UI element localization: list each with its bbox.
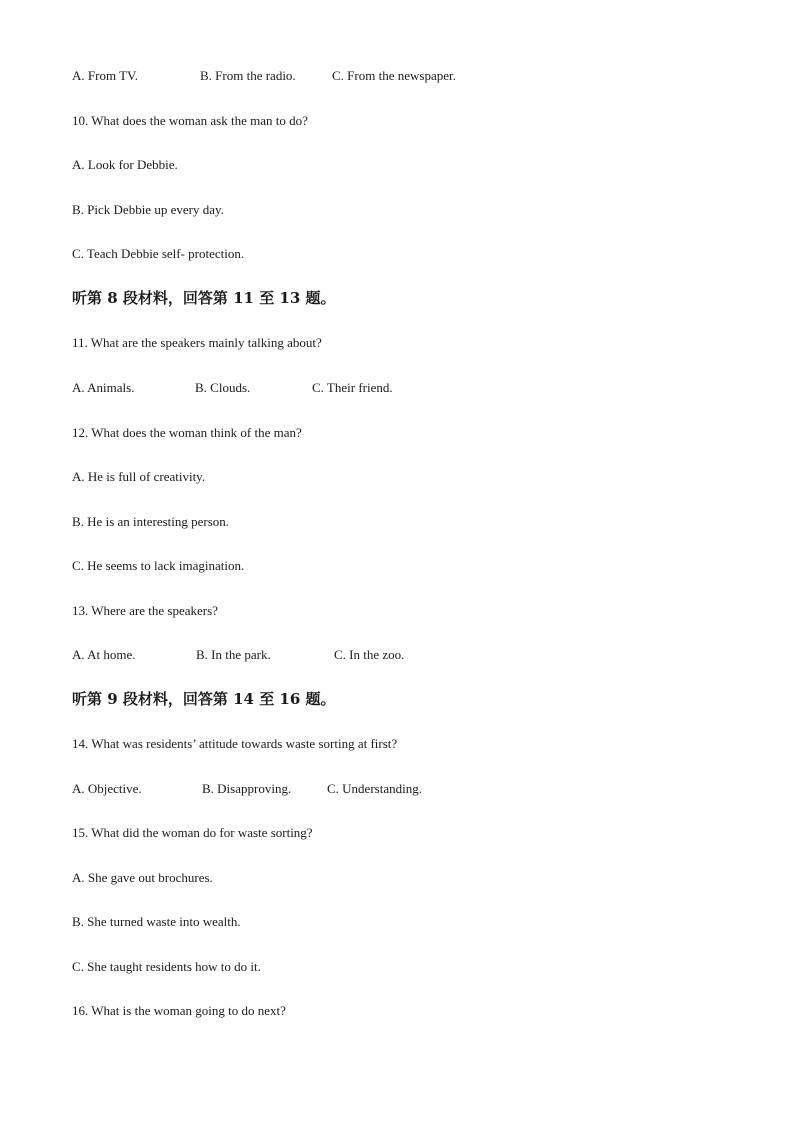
q14-question: 14. What was residents’ attitude towards waste sorting at first? [72,736,398,751]
q12-option-b: B. He is an interesting person. [72,514,230,529]
q13-option-b: B. In the park. [196,647,271,662]
q11-question: 11. What are the speakers mainly talking about? [72,335,322,350]
q14-option-a: A. Objective. [72,781,142,796]
q15-question: 15. What did the woman do for waste sorting? [72,825,313,840]
q10-option-a: A. Look for Debbie. [72,157,178,172]
q12-option-c: C. He seems to lack imagination. [72,558,245,573]
q16-question: 16. What is the woman going to do next? [72,1003,286,1018]
q14-option-b: B. Disapproving. [202,781,292,796]
section-8-heading: 听第 8 段材料，回答第 11 至 13 题。 [72,289,336,307]
q9-option-a: A. From TV. [72,68,138,83]
q11-option-c: C. Their friend. [312,380,393,395]
q14-option-c: C. Understanding. [327,781,422,796]
q12-question: 12. What does the woman think of the man? [72,425,302,440]
q10-question: 10. What does the woman ask the man to do? [72,113,308,128]
q13-option-a: A. At home. [72,647,136,662]
q13-option-c: C. In the zoo. [334,647,405,662]
section-9-heading: 听第 9 段材料，回答第 14 至 16 题。 [72,690,336,708]
q10-option-c: C. Teach Debbie self- protection. [72,246,245,261]
q15-option-a: A. She gave out brochures. [72,870,213,885]
q11-option-a: A. Animals. [72,380,135,395]
q12-option-a: A. He is full of creativity. [72,469,206,484]
q9-option-c: C. From the newspaper. [332,68,456,83]
q13-question: 13. Where are the speakers? [72,603,218,618]
q15-option-b: B. She turned waste into wealth. [72,914,241,929]
q15-option-c: C. She taught residents how to do it. [72,959,261,974]
q9-option-b: B. From the radio. [200,68,296,83]
q10-option-b: B. Pick Debbie up every day. [72,202,224,217]
q11-option-b: B. Clouds. [195,380,251,395]
